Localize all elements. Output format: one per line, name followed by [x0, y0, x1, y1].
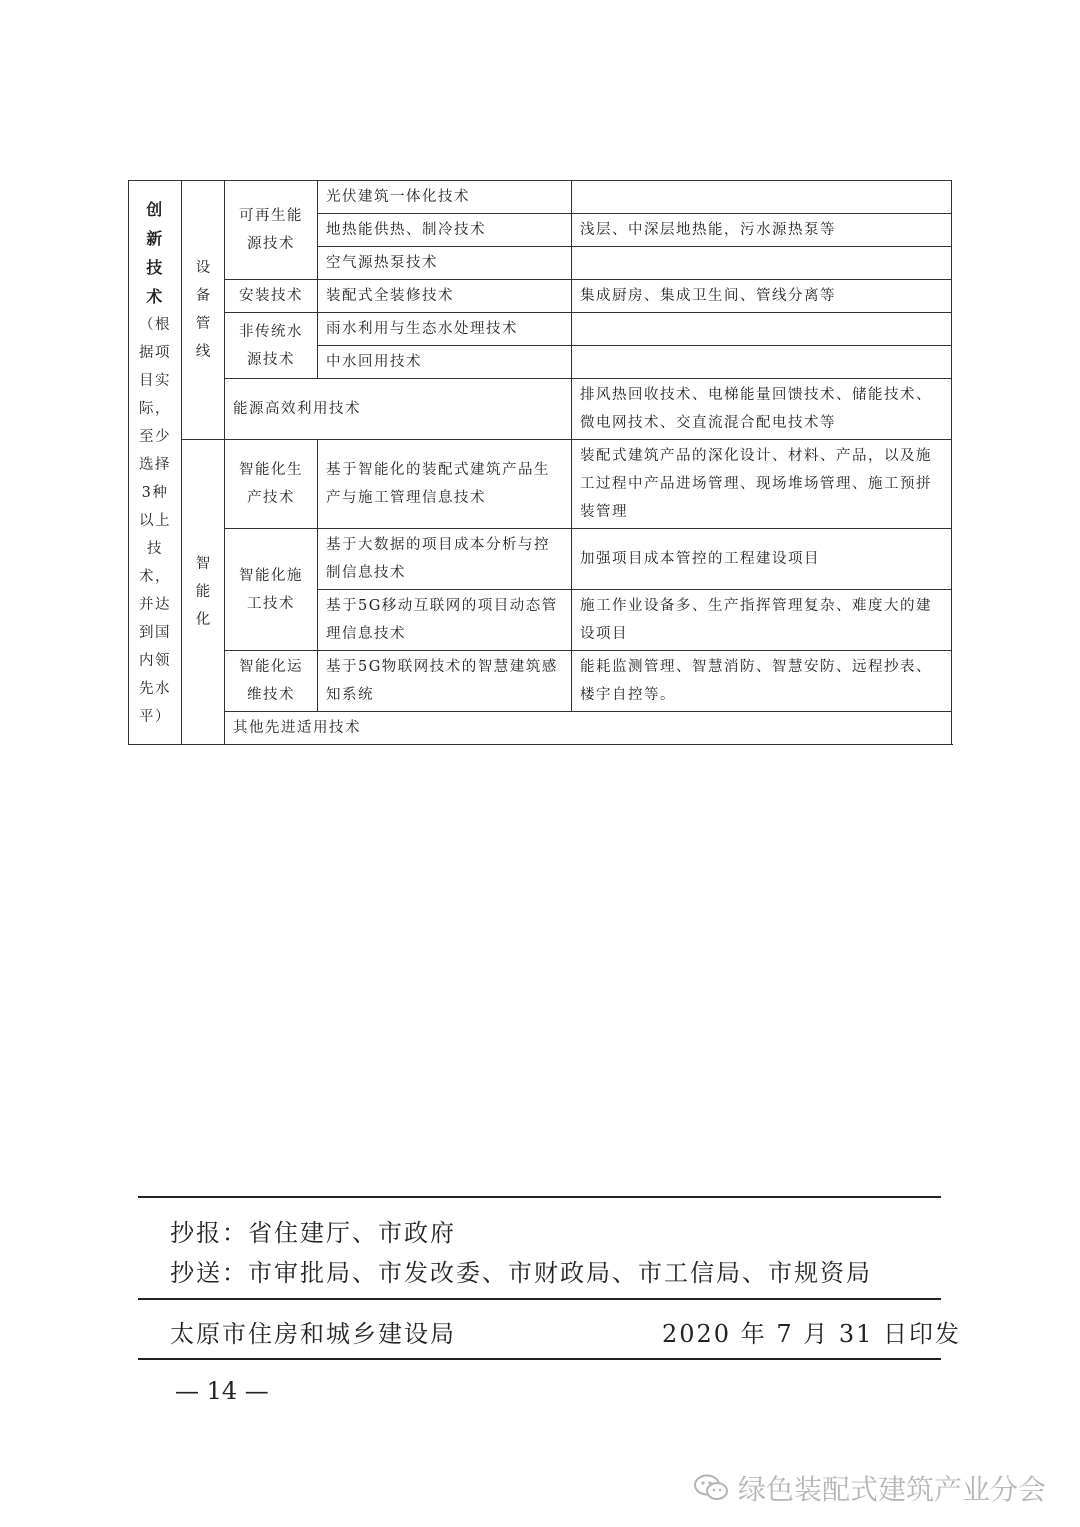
page-number: — 14 — — [175, 1377, 269, 1405]
technology-table — [128, 180, 951, 745]
note-cell: 装配式建筑产品的深化设计、材料、产品，以及施工过程中产品进场管理、现场堆场管理、施工预拼装管理 — [572, 440, 952, 529]
issuer-name: 太原市住房和城乡建设局 — [170, 1320, 456, 1348]
tech-cell: 基于智能化的装配式建筑产品生产与施工管理信息技术 — [318, 440, 572, 529]
tech-cell: 空气源热泵技术 — [318, 247, 572, 280]
category-char: 术 — [146, 286, 164, 306]
group-smart: 智能化 — [182, 440, 225, 745]
tech-cell: 雨水利用与生态水处理技术 — [318, 313, 572, 346]
report-to-line: 抄报：省住建厅、市政府 — [170, 1219, 456, 1247]
note-cell: 加强项目成本管控的工程建设项目 — [572, 529, 952, 590]
watermark — [692, 1468, 1046, 1508]
other-tech-cell: 其他先进适用技术 — [225, 712, 952, 745]
divider-line — [138, 1196, 941, 1198]
note-cell — [572, 346, 952, 379]
smart-production-label: 智能化生产技术 — [225, 440, 318, 529]
issue-date: 2020 年 7 月 31 日印发 — [662, 1320, 962, 1348]
tech-cell: 装配式全装修技术 — [318, 280, 572, 313]
spec-table — [128, 180, 952, 745]
tech-cell: 基于大数据的项目成本分析与控制信息技术 — [318, 529, 572, 590]
category-char: 新 — [146, 228, 164, 248]
note-cell — [572, 181, 952, 214]
watermark-text: 绿色装配式建筑产业分会 — [737, 1473, 1046, 1506]
note-cell: 施工作业设备多、生产指挥管理复杂、难度大的建设项目 — [572, 590, 952, 651]
note-cell: 集成厨房、集成卫生间、管线分离等 — [572, 280, 952, 313]
smart-operation-label: 智能化运维技术 — [225, 651, 318, 712]
send-to-line: 抄送：市审批局、市发改委、市财政局、市工信局、市规资局 — [170, 1259, 872, 1287]
energy-label: 能源高效利用技术 — [225, 379, 572, 440]
note-cell: 排风热回收技术、电梯能量回馈技术、储能技术、微电网技术、交直流混合配电技术等 — [572, 379, 952, 440]
category-char: 技 — [146, 257, 164, 277]
renewable-label: 可再生能源技术 — [225, 181, 318, 280]
note-cell — [572, 247, 952, 280]
install-label: 安装技术 — [225, 280, 318, 313]
smart-construction-label: 智能化施工技术 — [225, 529, 318, 651]
tech-cell: 光伏建筑一体化技术 — [318, 181, 572, 214]
tech-cell: 基于5G物联网技术的智慧建筑感知系统 — [318, 651, 572, 712]
divider-line — [138, 1298, 941, 1300]
group-equipment: 设备管线 — [182, 181, 225, 440]
note-cell: 浅层、中深层地热能，污水源热泵等 — [572, 214, 952, 247]
category-cell — [129, 181, 182, 745]
category-char: 创 — [146, 199, 164, 219]
water-label: 非传统水源技术 — [225, 313, 318, 379]
divider-line — [138, 1358, 941, 1360]
tech-cell: 中水回用技术 — [318, 346, 572, 379]
note-cell: 能耗监测管理、智慧消防、智慧安防、远程抄表、楼宇自控等。 — [572, 651, 952, 712]
tech-cell: 地热能供热、制冷技术 — [318, 214, 572, 247]
note-cell — [572, 313, 952, 346]
tech-cell: 基于5G移动互联网的项目动态管理信息技术 — [318, 590, 572, 651]
wechat-icon — [692, 1472, 732, 1504]
category-note: （根据项目实际，至少选择3种以上技术，并达到国内领先水平） — [139, 316, 171, 725]
